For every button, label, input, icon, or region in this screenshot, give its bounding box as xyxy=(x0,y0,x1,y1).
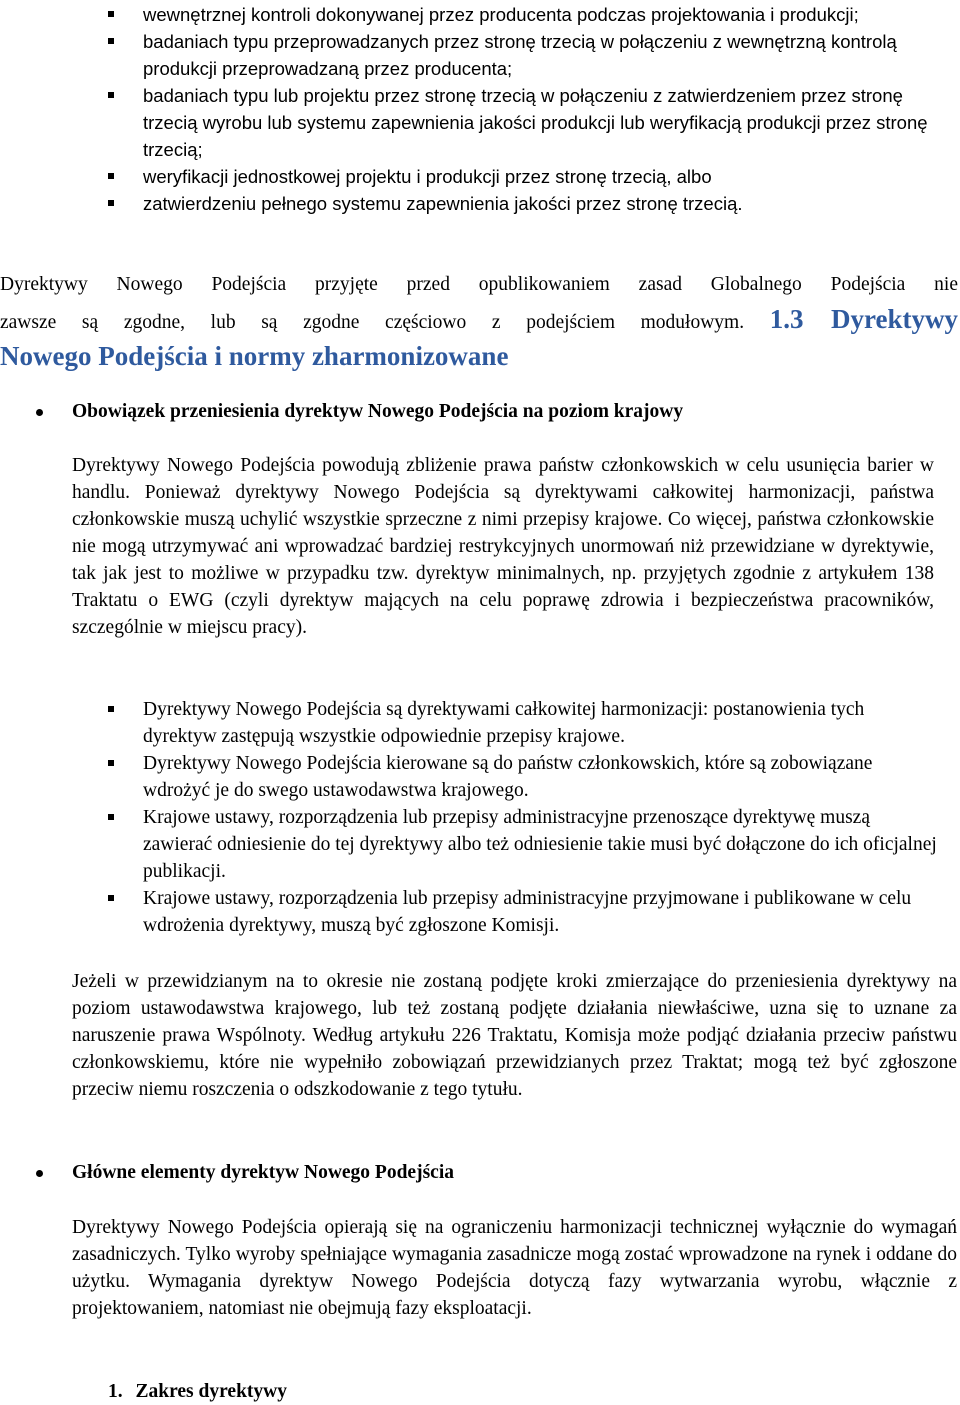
round-bullet-icon xyxy=(36,1170,43,1177)
list-item: Dyrektywy Nowego Podejścia są dyrektywami całkowitej harmonizacji: postanowienia tych dyrektyw zastępują wszystkie odpowiednie przepisy krajowe. xyxy=(0,696,960,750)
square-bullet-icon xyxy=(108,38,114,44)
list-item: wewnętrznej kontroli dokonywanej przez producenta podczas projektowania i produkcji; xyxy=(0,1,960,28)
harmonization-list xyxy=(0,696,960,939)
list-item: Dyrektywy Nowego Podejścia kierowane są do państw członkowskich, które są zobowiązane wdrożyć je do swego ustawodawstwa krajowego. xyxy=(0,750,960,804)
intro-paragraph xyxy=(0,271,958,342)
section2-body: Dyrektywy Nowego Podejścia opierają się na ograniczeniu harmonizacji technicznej wyłącznie do wymagań zasadniczych. Tylko wyroby spełniające wymagania zasadnicze mogą zostać wprowadzone na rynek i oddane do użytku. Wymagania dyrektyw Nowego Podejścia dotyczą fazy wytwarzania wyrobu, włącznie z projektowaniem, natomiast nie obejmują fazy eksploatacji. xyxy=(72,1217,957,1319)
square-bullet-icon xyxy=(108,814,114,820)
list-item: zatwierdzeniu pełnego systemu zapewnienia jakości przez stronę trzecią. xyxy=(0,190,960,217)
list-item: badaniach typu lub projektu przez stronę trzecią w połączeniu z zatwierdzeniem przez stronę trzecią wyrobu lub systemu zapewnienia jakości produkcji lub weryfikacją produkcji przez stronę trzecią; xyxy=(0,82,960,163)
intro-line-2: zawsze są zgodne, lub są zgodne częściowo z podejściem modułowym. xyxy=(0,312,745,333)
section1-closing: Jeżeli w przewidzianym na to okresie nie zostaną podjęte kroki zmierzające do przeniesienia dyrektywy na poziom ustawodawstwa krajowego, lub też zostaną podjęte działania niewłaściwe, uzna się to uznane za naruszenie prawa Wspólnoty. Według artykułu 226 Traktatu, Komisja może podjąć działania przeciw państwu członkowskiemu, które nie wypełniło zobowiązań przewidzianych przez Traktat; mogą też być zgłoszone przeciw niemu roszczenia o odszkodowanie z tego tytułu. xyxy=(72,971,957,1100)
square-bullet-icon xyxy=(108,92,114,98)
numbered-subheading xyxy=(108,1378,287,1405)
square-bullet-icon xyxy=(108,706,114,712)
list-item: Krajowe ustawy, rozporządzenia lub przepisy administracyjne przenoszące dyrektywę muszą zawierać odniesienie do tej dyrektywy albo też odniesienie takie musi być dołączone do ich oficjalnej publikacji. xyxy=(0,804,960,885)
conformity-procedures-list xyxy=(0,1,960,217)
section-heading-title: Nowego Podejścia i normy zharmonizowane xyxy=(0,341,509,371)
list-item: Krajowe ustawy, rozporządzenia lub przepisy administracyjne przyjmowane i publikowane w celu wdrożenia dyrektywy, muszą być zgłoszone Komisji. xyxy=(0,885,960,939)
section-title: Główne elementy dyrektyw Nowego Podejścia xyxy=(72,1162,454,1183)
section-heading-number: 1.3 Dyrektywy xyxy=(769,304,959,334)
square-bullet-icon xyxy=(108,200,114,206)
list-item: weryfikacji jednostkowej projektu i produkcji przez stronę trzecią, albo xyxy=(0,163,960,190)
intro-line-2-with-heading xyxy=(0,300,958,342)
subheading-number: 1. xyxy=(108,1381,123,1402)
list-item: badaniach typu przeprowadzanych przez stronę trzecią w połączeniu z wewnętrzną kontrolą produkcji przeprowadzaną przez producenta; xyxy=(0,28,960,82)
square-bullet-icon xyxy=(108,760,114,766)
intro-line-1: Dyrektywy Nowego Podejścia przyjęte przed opublikowaniem zasad Globalnego Podejścia nie xyxy=(0,274,958,295)
section1-body: Dyrektywy Nowego Podejścia powodują zbliżenie prawa państw członkowskich w celu usunięcia barier w handlu. Ponieważ dyrektywy Nowego Podejścia są dyrektywami całkowitej harmonizacji, państwa członkowskie muszą uchylić wszystkie sprzeczne z nimi przepisy krajowe. Co więcej, państwa członkowskie nie mogą utrzymywać ani wprowadzać bardziej restrykcyjnych unormowań niż przewidziane w dyrektywie, tak jak jest to możliwe w przypadku tzw. dyrektyw minimalnych, np. przyjętych zgodnie z artykułem 138 Traktatu o EWG (czyli dyrektyw mających na celu poprawę zdrowia i bezpieczeństwa pracowników, szczególnie w miejscu pracy). xyxy=(72,455,934,638)
square-bullet-icon xyxy=(108,173,114,179)
square-bullet-icon xyxy=(108,895,114,901)
square-bullet-icon xyxy=(108,11,114,17)
subheading-title: Zakres dyrektywy xyxy=(135,1381,287,1402)
round-bullet-icon xyxy=(36,409,43,416)
section-title: Obowiązek przeniesienia dyrektyw Nowego Podejścia na poziom krajowy xyxy=(72,401,684,422)
